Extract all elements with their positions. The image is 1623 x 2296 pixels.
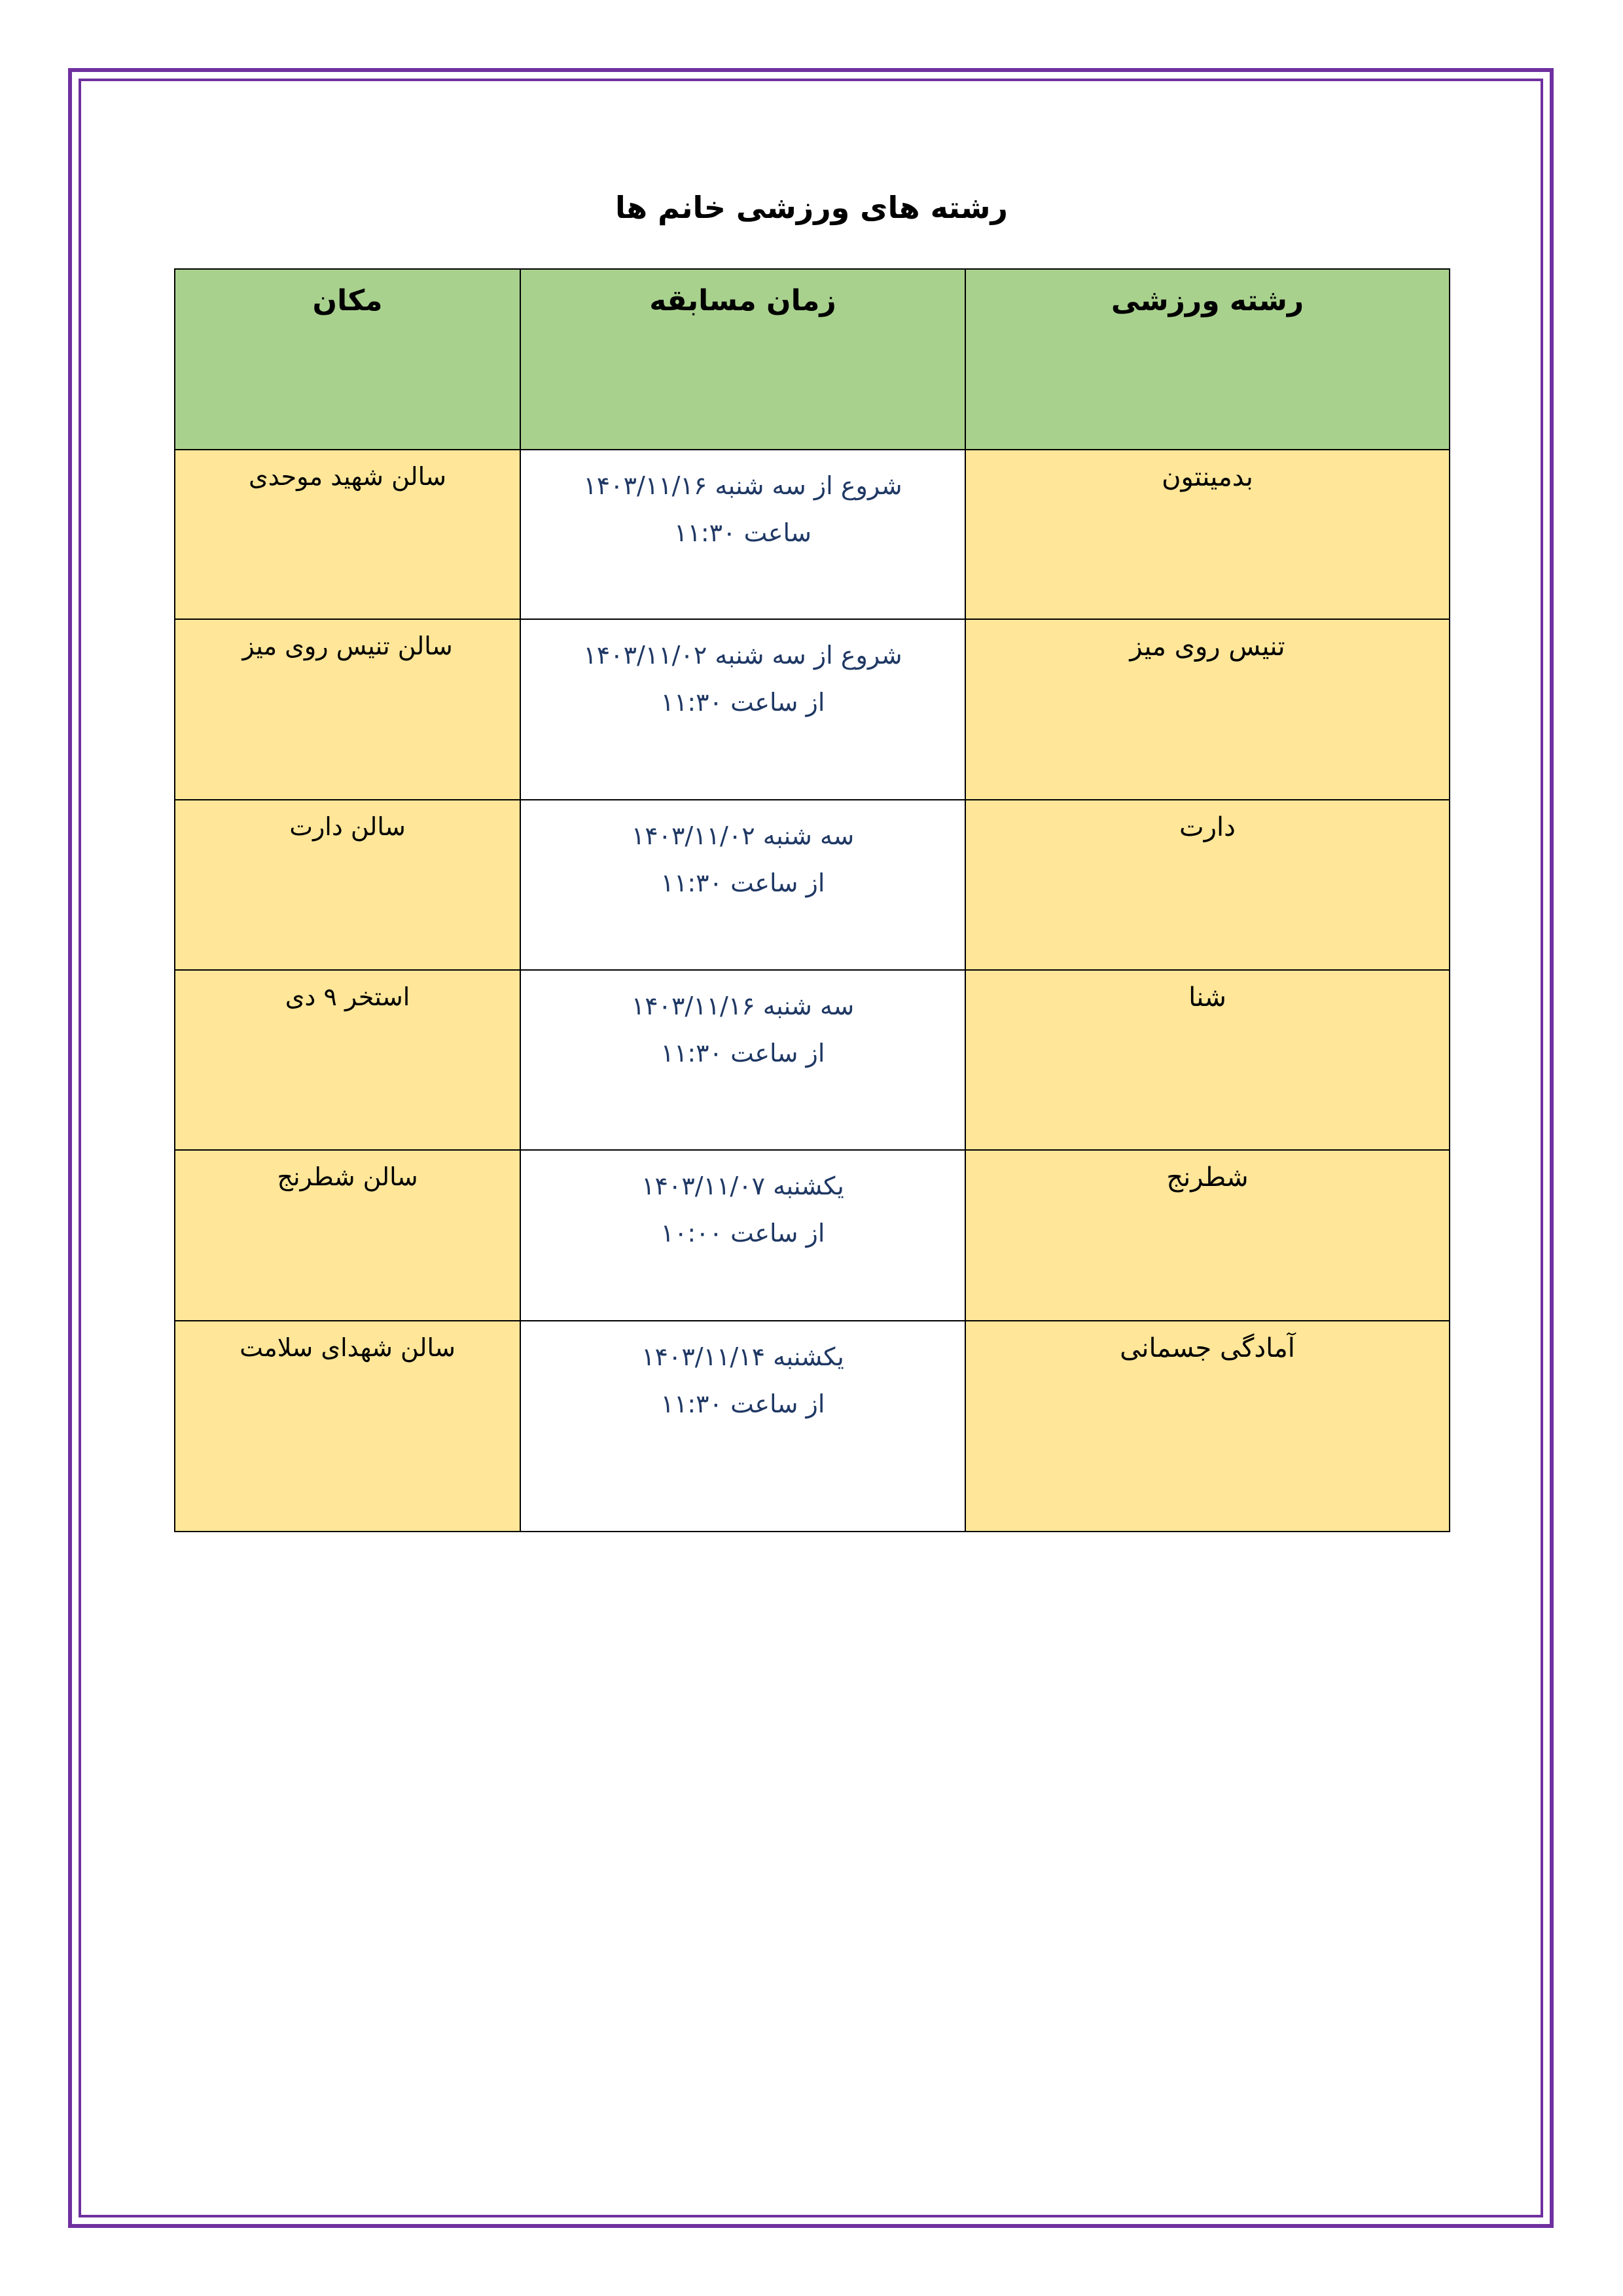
time-line: ساعت ۱۱:۳۰ bbox=[674, 518, 812, 547]
time-line: از ساعت ۱۰:۰۰ bbox=[660, 1219, 825, 1247]
time-cell bbox=[520, 1321, 965, 1532]
sport-cell: آمادگی جسمانی bbox=[965, 1321, 1450, 1532]
place-cell: سالن شطرنج bbox=[175, 1150, 520, 1321]
date-line: سه شنبه ۱۴۰۳/۱۱/۰۲ bbox=[631, 821, 855, 850]
header-sport: رشته ورزشی bbox=[965, 269, 1450, 450]
table-row bbox=[175, 619, 1450, 800]
time-cell bbox=[520, 970, 965, 1150]
time-cell bbox=[520, 450, 965, 619]
header-place: مکان bbox=[175, 269, 520, 450]
table-row bbox=[175, 800, 1450, 970]
date-line: یکشنبه ۱۴۰۳/۱۱/۱۴ bbox=[641, 1342, 844, 1371]
sport-cell: بدمینتون bbox=[965, 450, 1450, 619]
table-row bbox=[175, 450, 1450, 619]
table-row bbox=[175, 1321, 1450, 1532]
time-line: از ساعت ۱۱:۳۰ bbox=[660, 1390, 825, 1418]
sport-cell: تنیس روی میز bbox=[965, 619, 1450, 800]
date-line: سه شنبه ۱۴۰۳/۱۱/۱۶ bbox=[631, 992, 855, 1020]
date-line: یکشنبه ۱۴۰۳/۱۱/۰۷ bbox=[641, 1172, 844, 1200]
page-title: رشته های ورزشی خانم ها bbox=[615, 190, 1008, 225]
place-cell: سالن تنیس روی میز bbox=[175, 619, 520, 800]
sport-cell: شنا bbox=[965, 970, 1450, 1150]
date-line: شروع از سه شنبه ۱۴۰۳/۱۱/۱۶ bbox=[583, 471, 902, 500]
table-row bbox=[175, 1150, 1450, 1321]
time-line: از ساعت ۱۱:۳۰ bbox=[660, 1039, 825, 1067]
time-cell bbox=[520, 800, 965, 970]
sport-cell: دارت bbox=[965, 800, 1450, 970]
header-time: زمان مسابقه bbox=[520, 269, 965, 450]
sports-schedule-table bbox=[174, 268, 1450, 1532]
place-cell: سالن شهید موحدی bbox=[175, 450, 520, 619]
time-line: از ساعت ۱۱:۳۰ bbox=[660, 688, 825, 717]
date-line: شروع از سه شنبه ۱۴۰۳/۱۱/۰۲ bbox=[583, 641, 902, 670]
place-cell: سالن دارت bbox=[175, 800, 520, 970]
time-line: از ساعت ۱۱:۳۰ bbox=[660, 869, 825, 897]
place-cell: سالن شهدای سلامت bbox=[175, 1321, 520, 1532]
table-row bbox=[175, 970, 1450, 1150]
place-cell: استخر ۹ دی bbox=[175, 970, 520, 1150]
sport-cell: شطرنج bbox=[965, 1150, 1450, 1321]
time-cell bbox=[520, 619, 965, 800]
table-header-row bbox=[175, 269, 1450, 450]
time-cell bbox=[520, 1150, 965, 1321]
